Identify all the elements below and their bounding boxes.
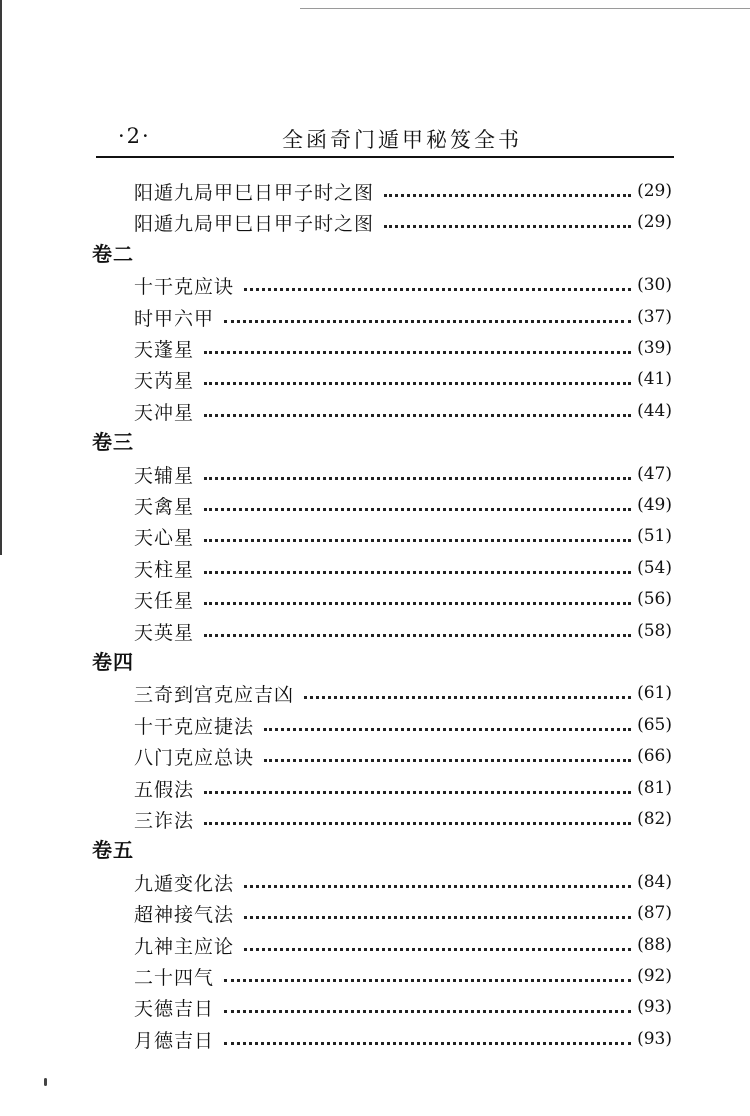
toc-entry	[134, 804, 672, 834]
toc-entry	[134, 459, 672, 489]
toc-entry-title: 月德吉日	[134, 1029, 215, 1052]
toc-entry-title: 九遁变化法	[134, 872, 235, 895]
section-heading: 卷三	[92, 430, 134, 454]
dot-leader	[244, 948, 631, 951]
toc-entry-page: (49)	[637, 495, 672, 515]
toc-entry	[134, 930, 672, 960]
dot-leader	[304, 696, 631, 699]
toc-entry-title: 天禽星	[134, 495, 195, 518]
book-title: 全函奇门遁甲秘笈全书	[282, 128, 522, 152]
toc-entry-page: (39)	[637, 338, 672, 358]
toc-entry-page: (84)	[637, 872, 672, 892]
toc-entry-title: 十干克应捷法	[134, 715, 255, 738]
toc-entry	[134, 961, 672, 991]
toc-entry	[134, 302, 672, 332]
toc-entry-title: 天德吉日	[134, 997, 215, 1020]
toc-entry-page: (65)	[637, 715, 672, 735]
toc-entry-title: 阳遁九局甲巳日甲子时之图	[134, 212, 375, 235]
toc-entry-title: 天冲星	[134, 401, 195, 424]
toc-entry-page: (47)	[637, 464, 672, 484]
dot-leader	[204, 477, 631, 480]
toc-entry-title: 阳遁九局甲巳日甲子时之图	[134, 181, 375, 204]
page-number: ·2·	[118, 124, 151, 148]
dot-leader	[224, 1010, 631, 1013]
dot-leader	[264, 728, 631, 731]
toc-entry	[134, 898, 672, 928]
toc-entry	[134, 553, 672, 583]
dot-leader	[264, 759, 631, 762]
toc-entry-title: 天芮星	[134, 369, 195, 392]
section-heading: 卷四	[92, 650, 134, 674]
dot-leader	[244, 885, 631, 888]
dot-leader	[204, 382, 631, 385]
dot-leader	[204, 351, 631, 354]
toc-entry-page: (88)	[637, 935, 672, 955]
toc-entry-page: (51)	[637, 526, 672, 546]
toc-entry-title: 五假法	[134, 778, 195, 801]
dot-leader	[224, 979, 631, 982]
toc-entry	[134, 396, 672, 426]
dot-leader	[204, 791, 631, 794]
toc-entry-page: (61)	[637, 683, 672, 703]
toc-entry-page: (44)	[637, 401, 672, 421]
toc-entry-page: (93)	[637, 997, 672, 1017]
dot-leader	[204, 634, 631, 637]
dot-leader	[384, 194, 631, 197]
toc-entry	[134, 584, 672, 614]
toc-entry-page: (29)	[637, 181, 672, 201]
toc-entry	[134, 490, 672, 520]
toc-entry-title: 八门克应总诀	[134, 746, 255, 769]
section-heading: 卷五	[92, 838, 134, 862]
toc-entry-page: (30)	[637, 275, 672, 295]
toc-entry-title: 天蓬星	[134, 338, 195, 361]
toc-entry-title: 天辅星	[134, 464, 195, 487]
toc-entry	[134, 270, 672, 300]
toc-entry	[134, 1024, 672, 1054]
toc-entry-page: (81)	[637, 778, 672, 798]
toc-entry-page: (41)	[637, 369, 672, 389]
toc-entry	[134, 616, 672, 646]
section-heading: 卷二	[92, 242, 134, 266]
toc-entry	[134, 741, 672, 771]
toc-entry	[134, 678, 672, 708]
toc-entry-page: (93)	[637, 1029, 672, 1049]
dot-leader	[204, 602, 631, 605]
toc-entry-title: 天柱星	[134, 558, 195, 581]
toc-entry-title: 三奇到宫克应吉凶	[134, 683, 295, 706]
dot-leader	[204, 508, 631, 511]
toc-entry-title: 十干克应诀	[134, 275, 235, 298]
toc-entry-title: 二十四气	[134, 966, 215, 989]
toc-entry-page: (54)	[637, 558, 672, 578]
toc-entry-page: (66)	[637, 746, 672, 766]
toc-entry-title: 三诈法	[134, 809, 195, 832]
toc-entry	[134, 710, 672, 740]
toc-entry-page: (29)	[637, 212, 672, 232]
toc-entry-title: 时甲六甲	[134, 307, 215, 330]
dot-leader	[204, 414, 631, 417]
toc-entry-title: 超神接气法	[134, 903, 235, 926]
dot-leader	[204, 539, 631, 542]
toc-entry-page: (82)	[637, 809, 672, 829]
toc-entry	[134, 207, 672, 237]
toc-entry	[134, 773, 672, 803]
toc-entry	[134, 364, 672, 394]
dot-leader	[224, 320, 631, 323]
toc-entry-title: 天英星	[134, 621, 195, 644]
toc-entry-page: (92)	[637, 966, 672, 986]
toc-entry-page: (87)	[637, 903, 672, 923]
toc-entry-title: 天心星	[134, 526, 195, 549]
dot-leader	[224, 1042, 631, 1045]
toc-entry-title: 天任星	[134, 589, 195, 612]
dot-leader	[244, 288, 631, 291]
toc-entry-title: 九神主应论	[134, 935, 235, 958]
dot-leader	[384, 225, 631, 228]
toc-entry-page: (56)	[637, 589, 672, 609]
toc-entry	[134, 333, 672, 363]
toc-entry	[134, 867, 672, 897]
dot-leader	[244, 916, 631, 919]
dot-leader	[204, 822, 631, 825]
toc-entry	[134, 176, 672, 206]
dot-leader	[204, 571, 631, 574]
toc-entry-page: (37)	[637, 307, 672, 327]
toc-entry	[134, 992, 672, 1022]
scan-speck	[44, 1078, 47, 1086]
toc-entry	[134, 521, 672, 551]
toc-entry-page: (58)	[637, 621, 672, 641]
